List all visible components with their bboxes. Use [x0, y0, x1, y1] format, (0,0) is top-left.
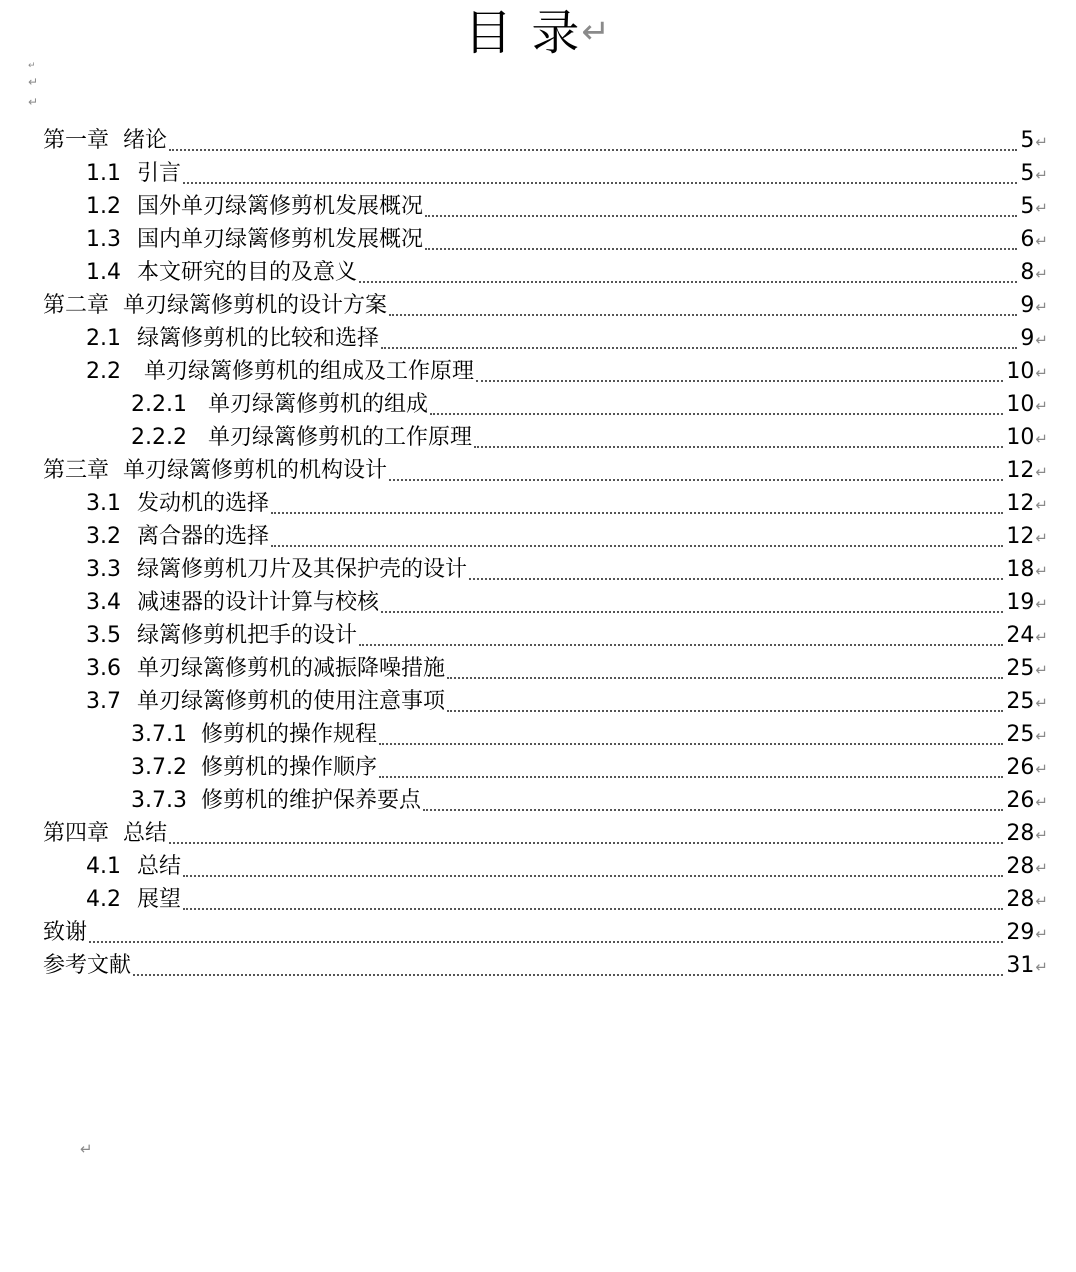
- toc-entry[interactable]: [43, 685, 1048, 718]
- dot-leader: [389, 314, 1017, 316]
- toc-entry-page: 24: [1006, 623, 1035, 648]
- toc-entry-title: 国内单刃绿篱修剪机发展概况: [137, 227, 424, 252]
- dot-leader: [425, 215, 1017, 217]
- paragraph-mark-icon: ↵: [1035, 265, 1048, 283]
- paragraph-mark-icon: ↵: [1035, 925, 1048, 943]
- paragraph-mark-icon: ↵: [28, 95, 39, 109]
- paragraph-mark-icon: ↵: [1035, 463, 1048, 481]
- dot-leader: [379, 776, 1003, 778]
- toc-entry-number: 2.2.2: [131, 425, 187, 450]
- toc-entry[interactable]: [43, 454, 1048, 487]
- toc-entry-page: 26: [1006, 755, 1035, 780]
- dot-leader: [474, 446, 1003, 448]
- paragraph-mark-icon: ↵: [28, 75, 39, 89]
- toc-entry-page: 26: [1006, 788, 1035, 813]
- toc-title-text: 目 录: [464, 5, 582, 61]
- toc-entry-title: 总结: [123, 821, 168, 846]
- toc-entry-page: 28: [1006, 821, 1035, 846]
- toc-entry-number: 3.2: [86, 524, 121, 549]
- toc-entry-title: 单刃绿篱修剪机的机构设计: [123, 458, 388, 483]
- toc-title: [0, 2, 1076, 63]
- toc-entry-number: 3.7.2: [131, 755, 187, 780]
- toc-entry-number: 1.1: [86, 161, 121, 186]
- toc-entry-title: 发动机的选择: [137, 491, 270, 516]
- dot-leader: [381, 347, 1017, 349]
- toc-entry-title: 致谢: [43, 920, 88, 945]
- dot-leader: [447, 710, 1003, 712]
- dot-leader: [169, 149, 1017, 151]
- toc-entry-title: 引言: [137, 161, 182, 186]
- dot-leader: [389, 479, 1003, 481]
- toc-entry-page: 19: [1006, 590, 1035, 615]
- paragraph-mark-icon: ↵: [1035, 232, 1048, 250]
- toc-entry-number: 第二章: [43, 293, 110, 318]
- toc-entry-page: 8: [1020, 260, 1035, 285]
- toc-entry-title: 修剪机的操作规程: [200, 722, 377, 747]
- toc-entry-number: 4.1: [86, 854, 121, 879]
- toc-entry-page: 28: [1006, 854, 1035, 879]
- paragraph-mark-icon: ↵: [1035, 661, 1048, 679]
- toc-entry-title: 修剪机的维护保养要点: [200, 788, 421, 813]
- paragraph-mark-icon: ↵: [1035, 958, 1048, 976]
- toc-entry-title: 本文研究的目的及意义: [137, 260, 358, 285]
- toc-entry-title: 国外单刃绿篱修剪机发展概况: [137, 194, 424, 219]
- paragraph-mark-icon: ↵: [1035, 430, 1048, 448]
- blank-paragraphs: [28, 60, 38, 112]
- dot-leader: [359, 281, 1017, 283]
- toc-entry-number: 3.7.3: [131, 788, 187, 813]
- toc-entry[interactable]: [43, 784, 1048, 817]
- toc-entry[interactable]: [43, 322, 1048, 355]
- toc-entry[interactable]: [43, 487, 1048, 520]
- paragraph-mark-icon: ↵: [1035, 529, 1048, 547]
- paragraph-mark-icon: ↵: [1035, 397, 1048, 415]
- toc-entry-title: 展望: [137, 887, 182, 912]
- dot-leader: [133, 974, 1003, 976]
- paragraph-mark-icon: ↵: [1035, 133, 1048, 151]
- toc-entry[interactable]: [43, 553, 1048, 586]
- toc-entry-page: 5: [1020, 128, 1035, 153]
- toc-entry-page: 12: [1006, 491, 1035, 516]
- toc-entry-page: 6: [1020, 227, 1035, 252]
- dot-leader: [183, 182, 1017, 184]
- toc-entry-page: 25: [1006, 722, 1035, 747]
- paragraph-mark-icon: ↵: [1035, 364, 1048, 382]
- toc-entry[interactable]: [43, 883, 1048, 916]
- toc-entry-number: 3.3: [86, 557, 121, 582]
- dot-leader: [381, 611, 1003, 613]
- dot-leader: [89, 941, 1003, 943]
- toc-entry[interactable]: [43, 289, 1048, 322]
- toc-entry-page: 9: [1020, 326, 1035, 351]
- toc-entry-title: 总结: [137, 854, 182, 879]
- toc-entry-number: 2.1: [86, 326, 121, 351]
- paragraph-mark-icon: ↵: [1035, 760, 1048, 778]
- toc-entry[interactable]: [43, 421, 1048, 454]
- toc-entry-number: 3.7.1: [131, 722, 187, 747]
- toc-entry-number: 1.4: [86, 260, 121, 285]
- toc-entry-title: 离合器的选择: [137, 524, 270, 549]
- toc-entry-page: 12: [1006, 524, 1035, 549]
- toc-entry-page: 12: [1006, 458, 1035, 483]
- toc-entry-number: 2.2.1: [131, 392, 187, 417]
- paragraph-mark-icon: ↵: [1035, 298, 1048, 316]
- toc-entry[interactable]: [43, 949, 1048, 982]
- toc-entry[interactable]: [43, 916, 1048, 949]
- toc-entry-page: 5: [1020, 194, 1035, 219]
- toc-entry-number: 第四章: [43, 821, 110, 846]
- toc-entry-page: 25: [1006, 656, 1035, 681]
- paragraph-mark-icon: ↵: [1035, 892, 1048, 910]
- dot-leader: [447, 677, 1003, 679]
- paragraph-mark-icon: ↵: [1035, 727, 1048, 745]
- paragraph-mark-icon: ↵: [28, 61, 36, 71]
- toc-entry-page: 25: [1006, 689, 1035, 714]
- paragraph-mark-icon: ↵: [581, 12, 612, 52]
- toc-entry-title: 参考文献: [43, 953, 132, 978]
- toc-entry-title: 绿篱修剪机的比较和选择: [137, 326, 380, 351]
- dot-leader: [169, 842, 1003, 844]
- paragraph-mark-icon: ↵: [1035, 694, 1048, 712]
- toc-entry-number: 3.7: [86, 689, 121, 714]
- toc-entry[interactable]: [43, 223, 1048, 256]
- toc-entry-page: 31: [1006, 953, 1035, 978]
- toc-entry[interactable]: [43, 652, 1048, 685]
- paragraph-mark-icon: ↵: [1035, 628, 1048, 646]
- toc-entry[interactable]: [43, 355, 1048, 388]
- toc-entry-page: 5: [1020, 161, 1035, 186]
- toc-entry-number: 3.5: [86, 623, 121, 648]
- toc-entry[interactable]: [43, 586, 1048, 619]
- toc-entry-number: 3.1: [86, 491, 121, 516]
- dot-leader: [271, 545, 1003, 547]
- dot-leader: [183, 875, 1003, 877]
- toc-entry-title: 减速器的设计计算与校核: [137, 590, 380, 615]
- paragraph-mark-icon: ↵: [1035, 793, 1048, 811]
- toc-entry-title: 单刃绿篱修剪机的使用注意事项: [137, 689, 446, 714]
- toc-entry-title: 单刃绿篱修剪机的设计方案: [123, 293, 388, 318]
- toc-entry-page: 10: [1006, 392, 1035, 417]
- dot-leader: [359, 644, 1003, 646]
- dot-leader: [469, 578, 1003, 580]
- paragraph-mark-icon: ↵: [1035, 859, 1048, 877]
- toc-entry-title: 绿篱修剪机刀片及其保护壳的设计: [137, 557, 468, 582]
- toc-entry[interactable]: [43, 190, 1048, 223]
- dot-leader: [183, 908, 1003, 910]
- dot-leader: [271, 512, 1003, 514]
- toc-entry-page: 28: [1006, 887, 1035, 912]
- paragraph-mark-icon: ↵: [1035, 826, 1048, 844]
- toc-entry-title: 单刃绿篱修剪机的组成及工作原理: [137, 359, 474, 384]
- dot-leader: [430, 413, 1003, 415]
- dot-leader: [379, 743, 1003, 745]
- dot-leader: [423, 809, 1003, 811]
- toc-entry-number: 1.2: [86, 194, 121, 219]
- toc-entry[interactable]: [43, 718, 1048, 751]
- toc-entry-number: 2.2: [86, 359, 121, 384]
- toc-entry[interactable]: [43, 124, 1048, 157]
- toc-entry[interactable]: [43, 817, 1048, 850]
- toc-entry[interactable]: [43, 157, 1048, 190]
- toc-entry-number: 1.3: [86, 227, 121, 252]
- toc-entry[interactable]: [43, 388, 1048, 421]
- toc-entry-title: 单刃绿篱修剪机的组成: [200, 392, 428, 417]
- toc-entry-number: 3.6: [86, 656, 121, 681]
- toc-entry-title: 绪论: [123, 128, 168, 153]
- dot-leader: [476, 380, 1003, 382]
- toc-entry-page: 9: [1020, 293, 1035, 318]
- paragraph-mark-icon: ↵: [1035, 562, 1048, 580]
- toc-entry-title: 修剪机的操作顺序: [200, 755, 377, 780]
- toc-entry-page: 29: [1006, 920, 1035, 945]
- toc-entry-page: 18: [1006, 557, 1035, 582]
- toc-entry-page: 10: [1006, 425, 1035, 450]
- paragraph-mark-icon: ↵: [1035, 496, 1048, 514]
- toc-entry-number: 第一章: [43, 128, 110, 153]
- dot-leader: [425, 248, 1017, 250]
- toc-entry[interactable]: [43, 256, 1048, 289]
- table-of-contents: [43, 124, 1048, 982]
- paragraph-mark-icon: ↵: [80, 1140, 93, 1158]
- toc-entry[interactable]: [43, 751, 1048, 784]
- toc-entry-page: 10: [1006, 359, 1035, 384]
- paragraph-mark-icon: ↵: [1035, 595, 1048, 613]
- paragraph-mark-icon: ↵: [1035, 166, 1048, 184]
- toc-entry-number: 第三章: [43, 458, 110, 483]
- paragraph-mark-icon: ↵: [1035, 331, 1048, 349]
- toc-entry-title: 单刃绿篱修剪机的工作原理: [200, 425, 472, 450]
- toc-entry[interactable]: [43, 850, 1048, 883]
- toc-entry-number: 3.4: [86, 590, 121, 615]
- toc-entry-title: 单刃绿篱修剪机的减振降噪措施: [137, 656, 446, 681]
- paragraph-mark-icon: ↵: [1035, 199, 1048, 217]
- toc-entry-title: 绿篱修剪机把手的设计: [137, 623, 358, 648]
- toc-entry-number: 4.2: [86, 887, 121, 912]
- toc-entry[interactable]: [43, 619, 1048, 652]
- toc-entry[interactable]: [43, 520, 1048, 553]
